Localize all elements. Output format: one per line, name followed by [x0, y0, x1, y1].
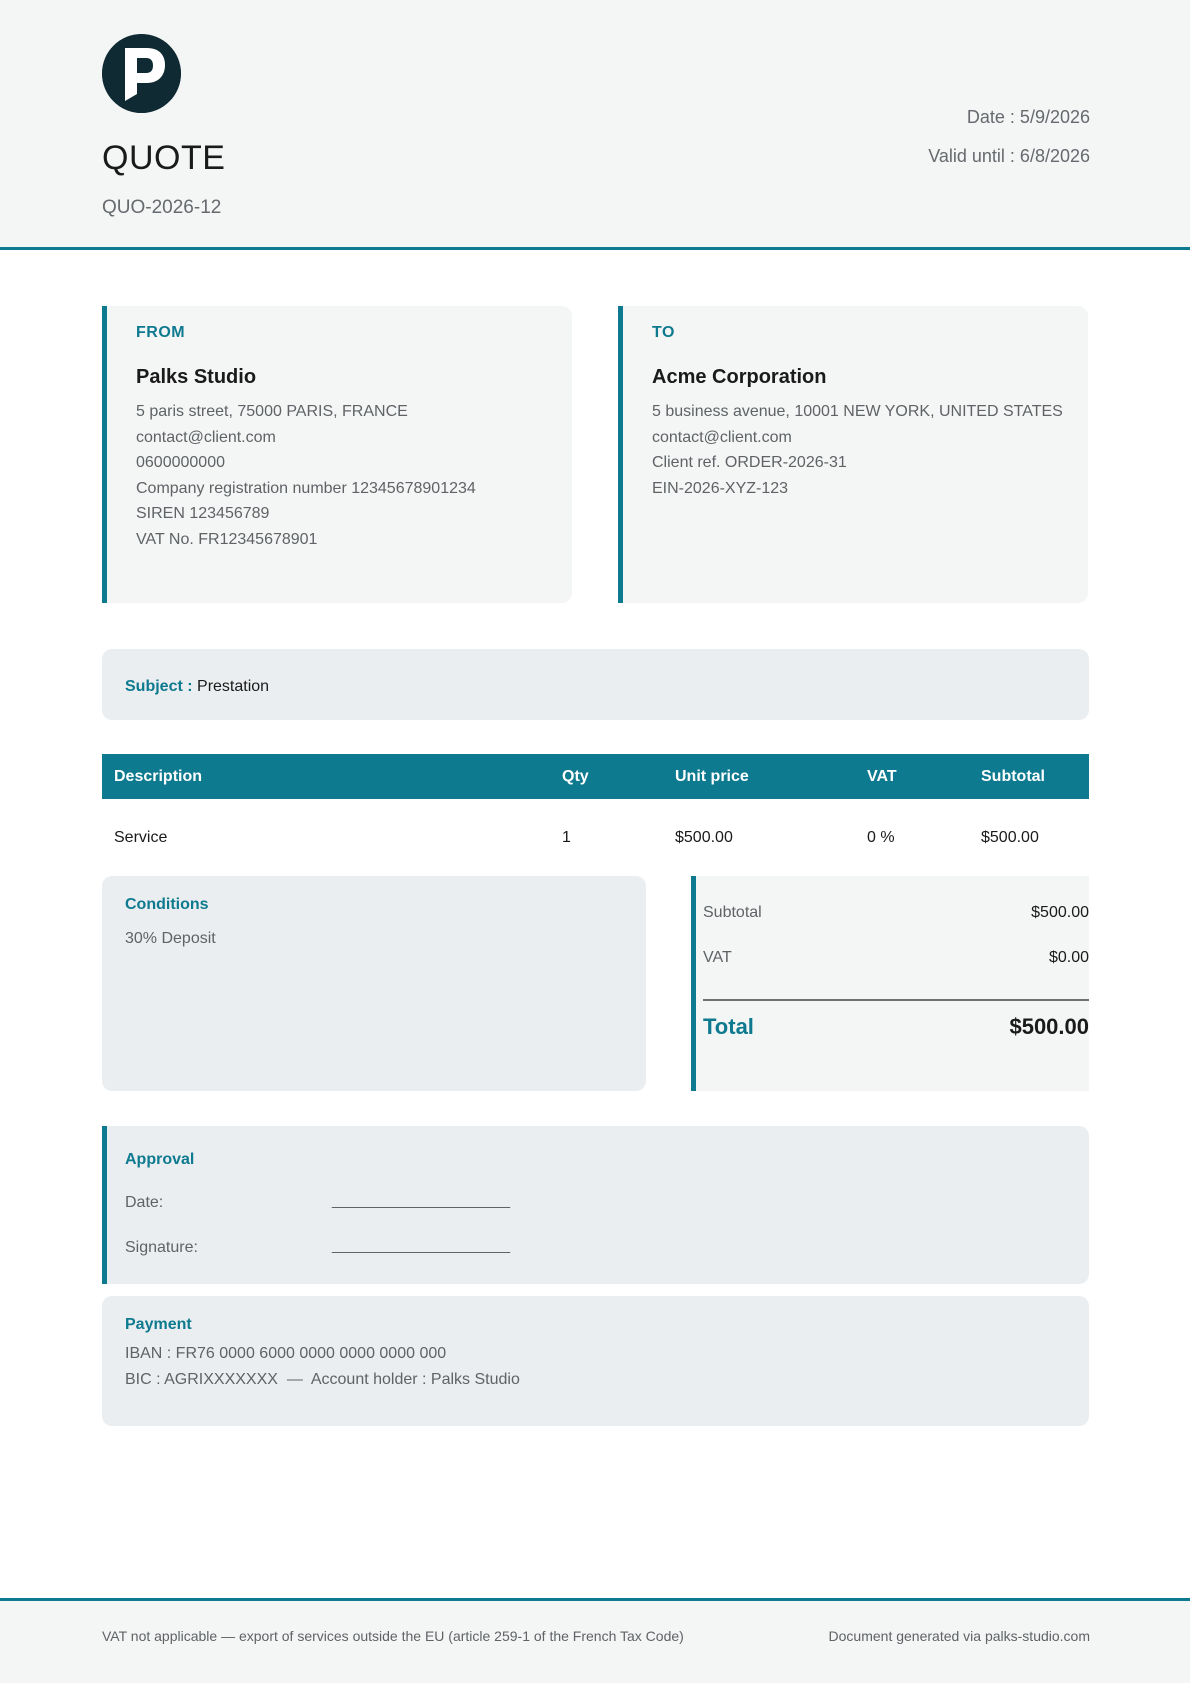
to-email: contact@client.com: [652, 428, 792, 446]
subject-label: Subject :: [125, 678, 193, 695]
item-qty: 1: [562, 829, 571, 846]
footer-generated-by: Document generated via palks-studio.com: [828, 1628, 1090, 1644]
conditions-text: 30% Deposit: [125, 930, 216, 947]
payment-bic: BIC : AGRIXXXXXXX — Account holder : Palks Studio: [125, 1370, 520, 1388]
from-phone: 0600000000: [136, 454, 225, 472]
to-details: [652, 399, 1088, 501]
approval-signature-blank: ____________________: [332, 1237, 510, 1254]
from-card: [102, 306, 572, 603]
from-siren: SIREN 123456789: [136, 505, 270, 523]
subtotal-amount: $500.00: [1031, 904, 1089, 921]
p-letter-logo-icon: [102, 34, 181, 113]
document-title: QUOTE: [102, 139, 226, 177]
item-vat: 0 %: [867, 829, 895, 846]
quote-date: Date : 5/9/2026: [966, 107, 1090, 127]
total-label: Total: [703, 1014, 754, 1039]
to-client-ref: Client ref. ORDER-2026-31: [652, 454, 847, 472]
to-name: Acme Corporation: [652, 366, 827, 388]
approval-box: [102, 1126, 1089, 1284]
col-vat: VAT: [867, 767, 897, 785]
to-address: 5 business avenue, 10001 NEW YORK, UNITED STATES: [652, 403, 1063, 420]
payment-title: Payment: [125, 1316, 192, 1333]
conditions-box: [102, 876, 646, 1091]
subtotal-label: Subtotal: [703, 904, 762, 921]
table-header: [102, 754, 1089, 799]
quote-number: QUO-2026-12: [102, 197, 222, 218]
line-items-table: [102, 754, 1089, 877]
to-card: [618, 306, 1088, 603]
vat-amount: $0.00: [1048, 949, 1089, 966]
subject-value: Prestation: [197, 678, 270, 695]
to-label: TO: [652, 324, 675, 341]
payment-iban: IBAN : FR76 0000 6000 0000 0000 0000 000: [125, 1345, 447, 1362]
to-ein: EIN-2026-XYZ-123: [652, 479, 789, 497]
subtotal-line: [703, 904, 1089, 922]
valid-until: Valid until : 6/8/2026: [928, 146, 1090, 166]
from-email: contact@client.com: [136, 428, 276, 446]
from-name: Palks Studio: [136, 366, 257, 388]
from-vat-number: VAT No. FR12345678901: [136, 530, 318, 548]
item-description: Service: [114, 829, 168, 846]
item-unit-price: $500.00: [675, 829, 733, 846]
totals-divider: [703, 999, 1089, 1001]
total-amount: $500.00: [1009, 1014, 1089, 1039]
payment-details: [125, 1341, 1089, 1392]
from-label: FROM: [136, 324, 186, 341]
approval-date-label: Date:: [125, 1194, 164, 1211]
approval-title: Approval: [125, 1151, 195, 1168]
footer-vat-note: VAT not applicable — export of services outside the EU (article 259-1 of the French Tax Code): [102, 1628, 684, 1644]
header-dates: [928, 107, 1090, 185]
total-line: [703, 1014, 1089, 1040]
col-description: Description: [114, 767, 203, 785]
col-unit-price: Unit price: [675, 767, 749, 785]
from-details: [136, 399, 572, 553]
item-subtotal: $500.00: [981, 829, 1039, 846]
page-footer: [0, 1598, 1190, 1683]
col-qty: Qty: [562, 767, 589, 785]
subject-bar: [102, 649, 1089, 720]
quote-header: [0, 0, 1190, 250]
table-row: [102, 799, 1089, 877]
vat-label: VAT: [703, 949, 732, 966]
payment-box: [102, 1296, 1089, 1426]
approval-signature-label: Signature:: [125, 1239, 198, 1256]
totals-box: [691, 876, 1089, 1091]
from-address: 5 paris street, 75000 PARIS, FRANCE: [136, 403, 408, 420]
vat-line: [703, 949, 1089, 967]
from-registration: Company registration number 12345678901234: [136, 479, 476, 497]
approval-date-blank: ____________________: [332, 1192, 510, 1209]
conditions-title: Conditions: [125, 896, 209, 913]
col-subtotal: Subtotal: [981, 767, 1045, 785]
